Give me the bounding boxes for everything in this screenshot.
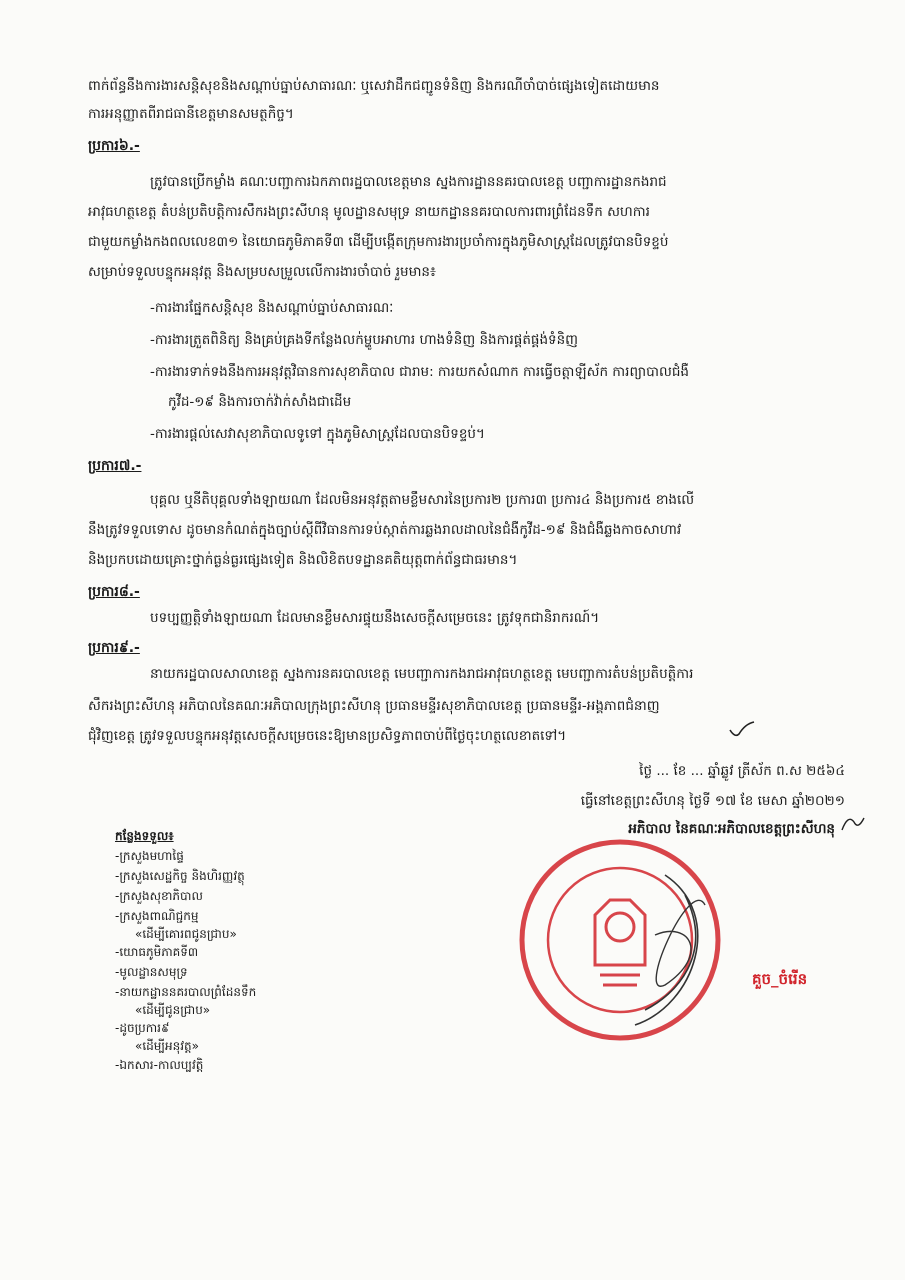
- article-6-heading: ប្រការ៦.-: [88, 138, 140, 154]
- bullet-security: -ការងារផ្នែកសន្តិសុខ និងសណ្តាប់ធ្នាប់សាធារណៈ: [150, 300, 394, 316]
- recipient-item: -នាយកដ្ឋាននគរបាលព្រំដែនទឹក: [115, 985, 257, 999]
- flourish-icon: [838, 812, 866, 836]
- bullet-health-line1: -ការងារទាក់ទងនឹងការអនុវត្តវិធានការសុខាភិបាល ជារាម: ការយកសំណាក ការធ្វើចត្តាឡីស័ក ការព្យាបាលជំងឺ: [150, 364, 689, 380]
- recipient-item: -ក្រសួងសុខាភិបាល: [115, 889, 203, 903]
- article-9-line2: សឹករងព្រះសីហនុ អភិបាលនៃគណៈអភិបាលក្រុងព្រះសីហនុ ប្រធានមន្ទីរសុខាភិបាលខេត្ត ប្រធានមន្ទីរ-អង្គភាពជំនាញ: [88, 698, 660, 714]
- article-6-line4: សម្រាប់ទទួលបន្ទុកអនុវត្ត និងសម្របសម្រួលលើការងារចាំបាច់ រួមមាន៖: [88, 264, 436, 280]
- article-6-line2: អាវុធហត្ថខេត្ត តំបន់ប្រតិបត្តិការសឹករងព្រះសីហនុ មូលដ្ឋានសមុទ្រ នាយកដ្ឋាននគរបាលការពារព្រំដែនទឹក សហការ: [88, 204, 650, 220]
- article-6-line1: ត្រូវបានប្រើកម្លាំង គណៈបញ្ជាការឯកភាពរដ្ឋបាលខេត្តមាន ស្នងការដ្ឋាននគរបាលខេត្ត បញ្ជាការដ្ឋានកងរាជ: [150, 174, 667, 190]
- recipient-item: -យោធភូមិភាគទី៣: [115, 945, 199, 959]
- recipient-item: -ក្រសួងសេដ្ឋកិច្ច និងហិរញ្ញវត្ថុ: [115, 869, 245, 883]
- recipient-note: «ដើម្បីជូនជ្រាប»: [135, 1003, 211, 1017]
- article-6-line3: ជាមួយកម្លាំងកងពលលេខ៣១ នៃយោធភូមិភាគទី៣ ដើម្បីបង្កើតក្រុមការងារប្រចាំការក្នុងភូមិសាស្ត្រដែលត្រូវបានបិទខ្ទប់: [88, 234, 669, 250]
- lunar-date: ថ្ងៃ ... ខែ ... ឆ្នាំឆ្លូវ ត្រីស័ក ព.ស ២៥៦៤: [639, 763, 845, 779]
- recipient-item: -ក្រសួងមហាផ្ទៃ: [115, 849, 184, 863]
- article-7-line1: បុគ្គល ឬនីតិបុគ្គលទាំងឡាយណា ដែលមិនអនុវត្តតាមខ្លឹមសារនៃប្រការ២ ប្រការ៣ ប្រការ៤ និងប្រការ៥ ខាងលើ: [150, 492, 695, 508]
- bullet-health-service: -ការងារផ្តល់សេវាសុខាភិបាលទូទៅ ក្នុងភូមិសាស្ត្រដែលបានបិទខ្ទប់។: [150, 426, 485, 442]
- article-9-line3: ជុំវិញខេត្ត ត្រូវទទួលបន្ទុកអនុវត្តសេចក្តីសម្រេចនេះឱ្យមានប្រសិទ្ធភាពចាប់ពីថ្ងៃចុះហត្ថលេខាតទៅ។: [88, 728, 567, 744]
- article-7-line2: នឹងត្រូវទទួលទោស ដូចមានកំណត់ក្នុងច្បាប់ស្តីពីវិធានការទប់ស្កាត់ការឆ្លងរាលដាលនៃជំងឺកូវីដ-១៩ និងជំងឺឆ្លងកាចសាហាវ: [88, 522, 682, 538]
- recipient-item: -ដូចប្រការ៩: [115, 1021, 170, 1035]
- bullet-health-line2: កូវីដ-១៩ និងការចាក់វ៉ាក់សាំងជាដើម: [168, 394, 352, 410]
- article-8-heading: ប្រការ៨.-: [88, 584, 140, 600]
- article-7-heading: ប្រការ៧.-: [88, 458, 142, 474]
- article-9-line1: នាយករដ្ឋបាលសាលាខេត្ត ស្នងការនគរបាលខេត្ត មេបញ្ជាការកងរាជអាវុធហត្ថខេត្ត មេបញ្ជាការតំបន់ប្រតិបត្តិការ: [150, 666, 694, 682]
- recipients-title: កន្លែងទទួល៖: [115, 829, 174, 843]
- recipient-item: -មូលដ្ឋានសមុទ្រ: [115, 965, 188, 979]
- recipient-note: «ដើម្បីអនុវត្ត»: [135, 1039, 199, 1053]
- place-date: ធ្វើនៅខេត្តព្រះសីហនុ ថ្ងៃទី ១៧ ខែ មេសា ឆ្នាំ២០២១: [580, 793, 845, 809]
- bullet-inspection: -ការងារត្រួតពិនិត្យ និងគ្រប់គ្រងទីកន្លែងលក់ម្ហូបអាហារ ហាងទំនិញ និងការផ្គត់ផ្គង់ទំនិញ: [150, 332, 579, 348]
- recipient-note: «ដើម្បីគោរពជូនជ្រាប»: [135, 927, 237, 941]
- signatory-name: គួច_ចំរើន: [752, 970, 808, 988]
- article-9-heading: ប្រការ៩.-: [88, 640, 140, 656]
- check-icon: [727, 720, 757, 740]
- signatory-title: អភិបាល នៃគណៈអភិបាលខេត្តព្រះសីហនុ: [628, 821, 835, 837]
- official-seal-icon: [515, 835, 725, 1045]
- article-7-line3: និងប្រកបដោយគ្រោះថ្នាក់ធ្ងន់ធ្ងរផ្សេងទៀត និងលិខិតបទដ្ឋានគតិយុត្តពាក់ព័ន្ធជាធរមាន។: [88, 552, 518, 568]
- para-intro-line2: ការអនុញ្ញាតពីរាជធានីខេត្តមានសមត្ថកិច្ច។: [88, 106, 294, 122]
- recipient-item: -ឯកសារ-កាលប្បវត្តិ: [115, 1058, 204, 1072]
- recipient-item: -ក្រសួងពាណិជ្ជកម្ម: [115, 909, 199, 923]
- para-intro-line1: ពាក់ព័ន្ធនឹងការងារសន្តិសុខនិងសណ្តាប់ធ្នាប់សាធារណៈ ឬសេវាដឹកជញ្ជូនទំនិញ និងករណីចាំបាច់ផ្សេងទៀតដោយមាន: [88, 78, 660, 94]
- article-8-line1: បទប្បញ្ញត្តិទាំងឡាយណា ដែលមានខ្លឹមសារផ្ទុយនឹងសេចក្តីសម្រេចនេះ ត្រូវទុកជានិរាករណ៍។: [150, 610, 600, 626]
